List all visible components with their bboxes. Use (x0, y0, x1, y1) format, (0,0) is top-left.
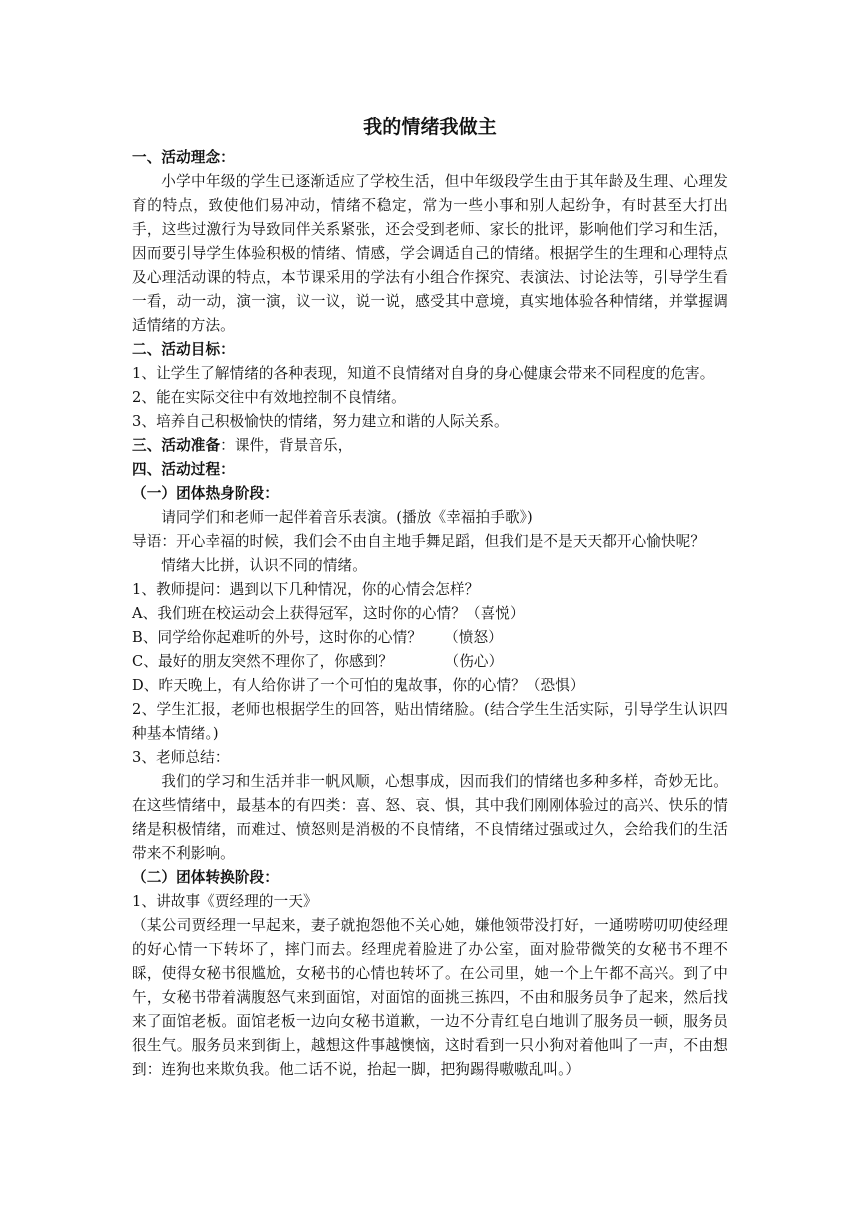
warmup-line: 2、学生汇报，老师也根据学生的回答，贴出情绪脸。(结合学生生活实际，引导学生认识四种基本情绪。) (132, 701, 728, 742)
page-title: 我的情绪我做主 (363, 116, 497, 138)
goal-item: 3、培养自己积极愉快的情绪，努力建立和谐的人际关系。 (132, 413, 509, 430)
concept-paragraph: 小学中年级的学生已逐渐适应了学校生活，但中年级段学生由于其年龄及生理、心理发育的特点，致使他们易冲动，情绪不稳定，常为一些小事和别人起纷争，有时甚至大打出手，这些过激行为导致同伴关系紧张，还会受到老师、家长的批评，影响他们学习和生活，因而要引导学生体验积极的情绪、情感，学会调适自己的情绪。根据学生的生理和心理特点及心理活动课的特点，本节课采用的学法有小组合作探究、表演法、讨论法等，引导学生看一看，动一动，演一演，议一议，说一说，感受其中意境，真实地体验各种情绪，并掌握调适情绪的方法。 (132, 173, 728, 334)
document-body (132, 112, 728, 1082)
section-heading-concept: 一、活动理念： (132, 149, 235, 166)
preparation-text: ：课件，背景音乐， (220, 437, 353, 454)
phase-heading-transition: （二）团体转换阶段： (132, 869, 279, 886)
warmup-line: 导语：开心幸福的时候，我们会不由自主地手舞足蹈，但我们是不是天天都开心愉快呢？ (132, 533, 706, 550)
warmup-line: D、昨天晚上，有人给你讲了一个可怕的鬼故事，你的心情？（恐惧） (132, 677, 585, 694)
warmup-line: A、我们班在校运动会上获得冠军，这时你的心情？（喜悦） (132, 605, 525, 622)
preparation-line (132, 434, 728, 458)
phase-heading-warmup: （一）团体热身阶段： (132, 485, 279, 502)
warmup-line: C、最好的朋友突然不理你了，你感到？ （伤心） (132, 653, 504, 670)
warmup-line: 情绪大比拼，认识不同的情绪。 (161, 557, 367, 574)
transition-line: 1、讲故事《贾经理的一天》 (132, 893, 318, 910)
section-heading-goals: 二、活动目标： (132, 341, 235, 358)
warmup-line: 请同学们和老师一起伴着音乐表演。(播放《幸福拍手歌》) (161, 509, 533, 526)
warmup-line: 1、教师提问：遇到以下几种情况，你的心情会怎样？ (132, 581, 480, 598)
warmup-line: 我们的学习和生活并非一帆风顺，心想事成，因而我们的情绪也多种多样，奇妙无比。在这些情绪中，最基本的有四类：喜、怒、哀、惧，其中我们刚刚体验过的高兴、快乐的情绪是积极情绪，而难过、愤怒则是消极的不良情绪，不良情绪过强或过久，会给我们的生活带来不利影响。 (132, 773, 728, 862)
section-heading-preparation: 三、活动准备 (132, 437, 221, 454)
goal-item: 1、让学生了解情绪的各种表现，知道不良情绪对自身的身心健康会带来不同程度的危害。 (132, 365, 715, 382)
warmup-line: B、同学给你起难听的外号，这时你的心情？ （愤怒） (132, 629, 503, 646)
warmup-line: 3、老师总结： (132, 749, 230, 766)
goal-item: 2、能在实际交往中有效地控制不良情绪。 (132, 389, 406, 406)
transition-line: （某公司贾经理一早起来，妻子就抱怨他不关心她，嫌他领带没打好，一通唠唠叨叨使经理的好心情一下转坏了，摔门而去。经理虎着脸进了办公室，面对脸带微笑的女秘书不理不睬，使得女秘书很尴尬，女秘书的心情也转坏了。在公司里，她一个上午都不高兴。到了中午，女秘书带着满腹怒气来到面馆，对面馆的面挑三拣四，不由和服务员争了起来，然后找来了面馆老板。面馆老板一边向女秘书道歉，一边不分青红皂白地训了服务员一顿，服务员很生气。服务员来到街上，越想这件事越懊恼，这时看到一只小狗对着他叫了一声，不由想到：连狗也来欺负我。他二话不说，抬起一脚，把狗踢得嗷嗷乱叫。） (132, 917, 728, 1078)
section-heading-process: 四、活动过程： (132, 461, 235, 478)
